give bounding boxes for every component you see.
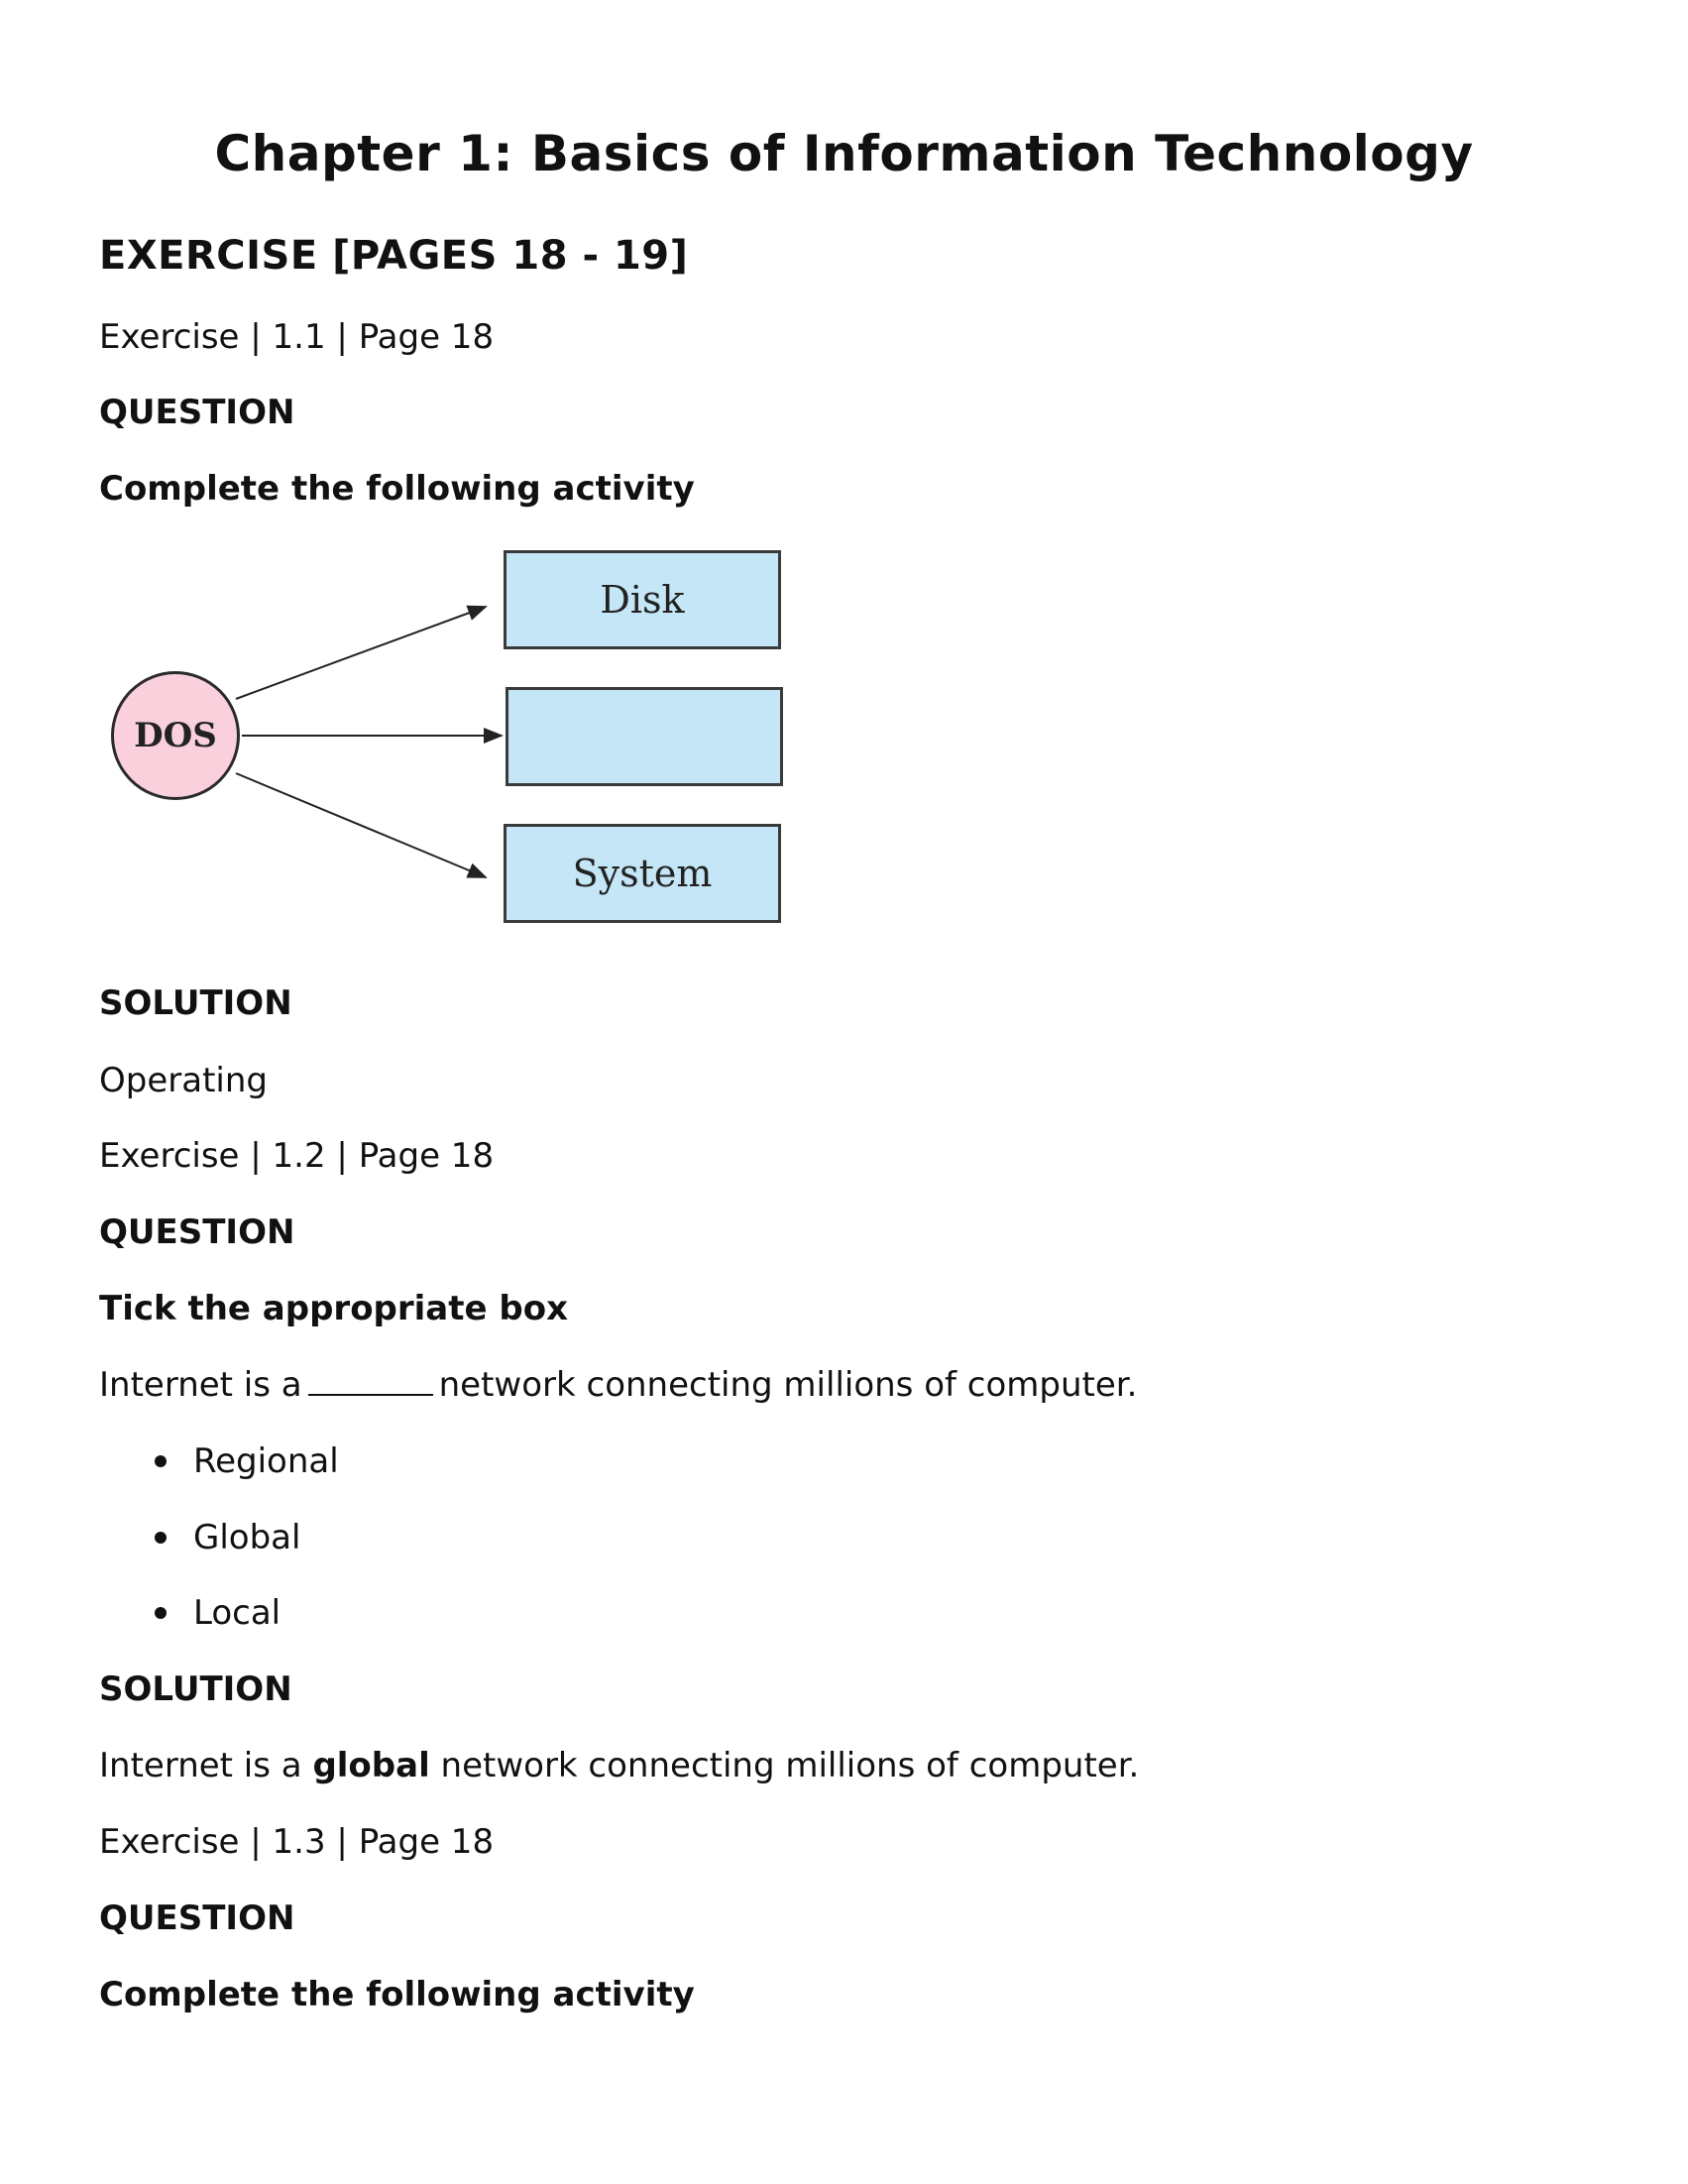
arrow-to-disk — [236, 607, 486, 699]
solution-text-1-1: Operating — [99, 1061, 268, 1100]
dos-diagram — [99, 535, 813, 952]
system-box-label: System — [572, 852, 713, 895]
solution-label-1-2: SOLUTION — [99, 1669, 292, 1709]
arrow-to-system — [236, 773, 486, 877]
question-prompt-1-3: Complete the following activity — [99, 1975, 695, 2014]
chapter-title: Chapter 1: Basics of Information Technology — [214, 125, 1474, 182]
exercise-ref-1-1: Exercise | 1.1 | Page 18 — [99, 317, 495, 357]
exercise-heading: EXERCISE [PAGES 18 - 19] — [99, 233, 689, 279]
statement-after: network connecting millions of computer. — [438, 1365, 1138, 1405]
question-label-1-2: QUESTION — [99, 1212, 295, 1252]
option-local: Local — [193, 1593, 281, 1633]
option-global: Global — [193, 1518, 301, 1557]
exercise-ref-1-3: Exercise | 1.3 | Page 18 — [99, 1822, 495, 1862]
option-bullet-global — [155, 1532, 167, 1544]
option-bullet-local — [155, 1607, 167, 1619]
disk-box-label: Disk — [600, 578, 685, 622]
solution-answer: global — [312, 1746, 430, 1785]
option-regional: Regional — [193, 1441, 339, 1481]
solution-text-1-2 — [99, 1744, 1139, 1787]
option-bullet-regional — [155, 1455, 167, 1467]
question-label-1-1: QUESTION — [99, 393, 295, 432]
dos-label: DOS — [134, 716, 217, 755]
blank-answer-box-label — [506, 687, 783, 786]
solution-label-1-1: SOLUTION — [99, 983, 292, 1023]
question-prompt-1-1: Complete the following activity — [99, 469, 695, 509]
solution-before: Internet is a — [99, 1746, 302, 1785]
fill-in-blank — [308, 1368, 433, 1396]
solution-after: network connecting millions of computer. — [440, 1746, 1140, 1785]
statement-before: Internet is a — [99, 1365, 302, 1405]
question-label-1-3: QUESTION — [99, 1898, 295, 1938]
question-statement-1-2 — [99, 1363, 1137, 1407]
exercise-ref-1-2: Exercise | 1.2 | Page 18 — [99, 1136, 495, 1176]
question-prompt-1-2: Tick the appropriate box — [99, 1289, 569, 1328]
